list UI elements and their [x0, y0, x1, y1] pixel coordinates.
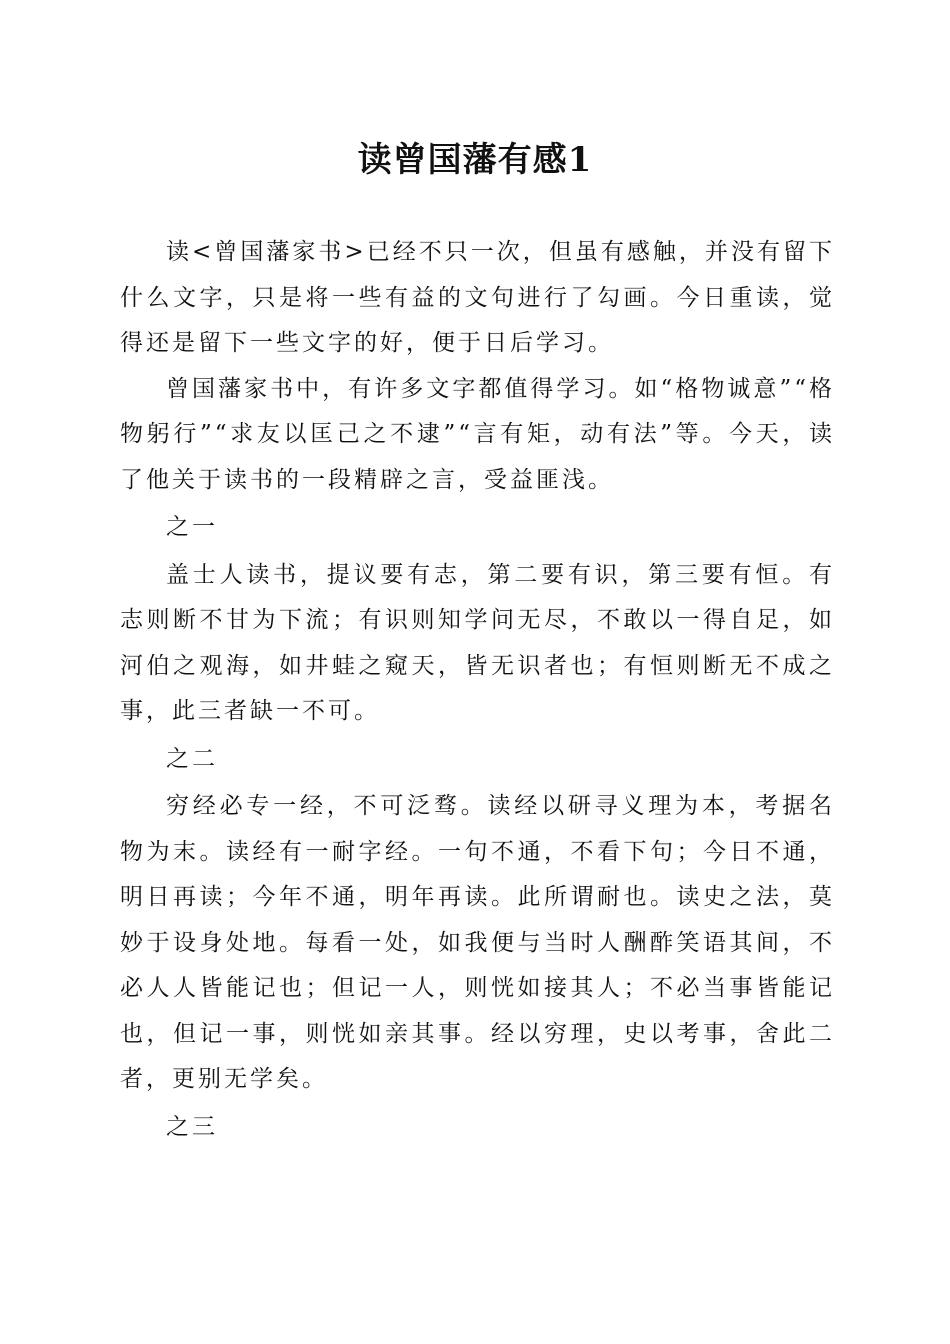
section-one-text: 盖士人读书，提议要有志，第二要有识，第三要有恒。有志则断不甘为下流；有识则知学问无尽，不敢以一得自足，如河伯之观海，如井蛙之窥天，皆无识者也；有恒则断无不成之事，此三者缺一不可。	[120, 561, 835, 724]
section-one-heading: 之一	[166, 514, 218, 540]
section-three-heading: 之三	[166, 1113, 218, 1140]
intro-paragraph: 读<曾国藩家书>已经不只一次，但虽有感触，并没有留下什么文字，只是将一些有益的文句进行了勾画。今日重读，觉得还是留下一些文字的好，便于日后学习。	[120, 239, 835, 356]
section-two-heading: 之二	[166, 745, 218, 772]
page-title: 读曾国藩有感1	[357, 140, 593, 180]
document-body	[120, 230, 835, 1152]
context-paragraph: 曾国藩家书中，有许多文字都值得学习。如“格物诚意”“格物躬行”“求友以匡己之不逮”“言有矩，动有法”等。今天，读了他关于读书的一段精辟之言，受益匪浅。	[120, 375, 835, 493]
section-two-text: 穷经必专一经，不可泛骛。读经以研寻义理为本，考据名物为末。读经有一耐字经。一句不通，不看下句；今日不通，明日再读；今年不通，明年再读。此所谓耐也。读史之法，莫妙于设身处地。每看一处，如我便与当时人酬酢笑语其间，不必人人皆能记也；但记一人，则恍如接其人；不必当事皆能记也，但记一事，则恍如亲其事。经以穷理，史以考事，舍此二者，更别无学矣。	[120, 793, 835, 1092]
